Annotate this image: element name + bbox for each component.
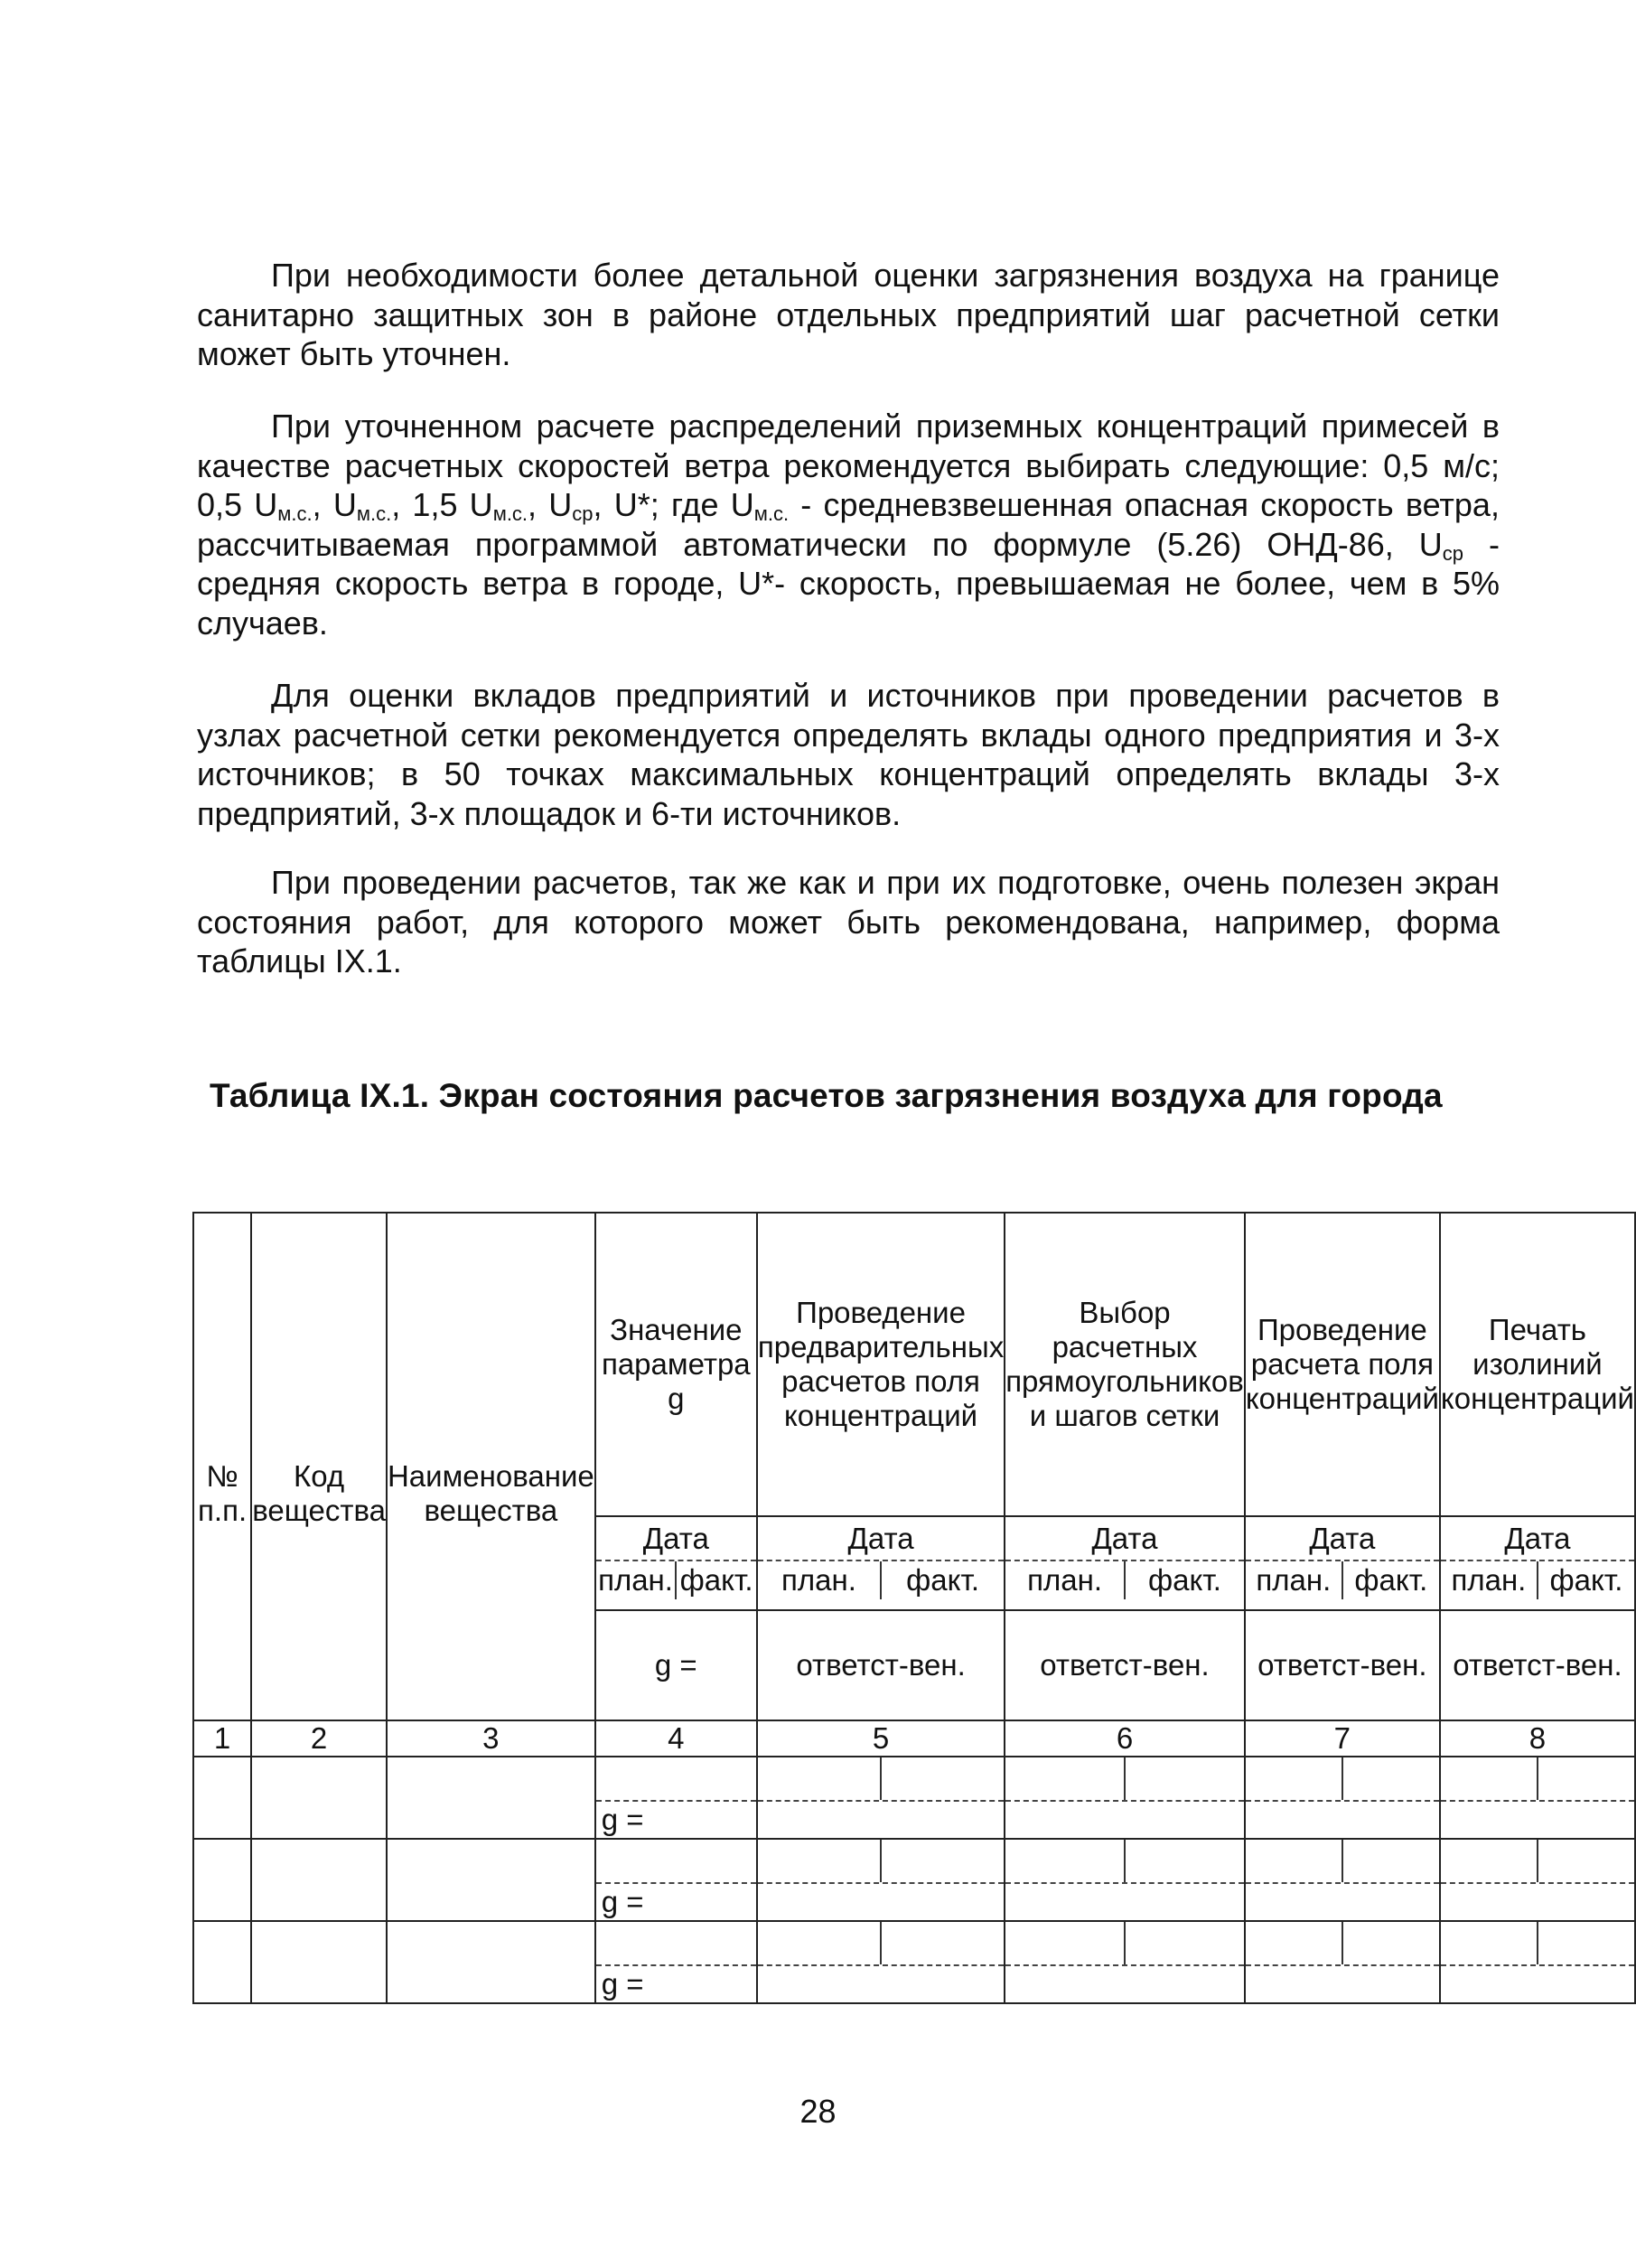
divider [596,1840,756,1884]
p2-sub-4: ср [572,502,594,525]
resp-cell-5: ответст-вен. [757,1610,1005,1720]
plan-fact-cell[interactable] [757,1757,1005,1839]
header-name: Наименование вещества [387,1213,595,1720]
date-label: Дата [1246,1517,1439,1561]
g-label: g = [601,1885,644,1918]
g-label: g = [601,1803,644,1836]
table-row [193,1921,1635,2003]
plan-label: план. [1441,1561,1538,1599]
plan-fact-cell[interactable] [757,1921,1005,2003]
resp-cell-8: ответст-вен. [1440,1610,1635,1720]
plan-fact-cell[interactable] [1245,1921,1440,2003]
plan-fact-split [1441,1840,1634,1884]
g-header-cell: g = [595,1610,757,1720]
date-cell-8 [1440,1516,1635,1609]
plan-fact-cell[interactable] [1005,1921,1245,2003]
header-param: Значение параметра g [595,1213,757,1516]
plan-label: план. [596,1561,678,1599]
g-cell[interactable] [595,1921,757,2003]
paragraph-4: При проведении расчетов, так же как и при их подготовке, очень полезен экран состояния работ, для которого может быть рекомендована, например, форма таблицы IX.1. [197,864,1500,979]
state-table-container [192,1212,1636,2004]
p2-sub-6: ср [1442,541,1464,565]
fact-label: факт. [1549,1563,1623,1598]
cell[interactable] [251,1921,387,2003]
plan-label: план. [758,1561,882,1599]
col-num-6: 6 [1005,1720,1245,1757]
cell[interactable] [193,1921,251,2003]
col-num-2: 2 [251,1720,387,1757]
p2-sub-2: м.с. [356,502,392,525]
paragraph-3: Для оценки вкладов предприятий и источников при проведении расчетов в узлах расчетной сетки рекомендуется определять вклады одного предприятия и 3-х источников; в 50 точках максимальных концентраций определять вклады 3-х предприятий, 3-х площадок и 6-ти источников. [197,677,1500,832]
plan-label: план. [1005,1561,1126,1599]
col-num-4: 4 [595,1720,757,1757]
col-num-1: 1 [193,1720,251,1757]
p2-text-b: , U [312,486,357,523]
p2-text-a: При уточненном расчете распределений приземных концентраций примесей в качестве расчетных скоростей ветра рекомендуется выбирать следующие: 0,5 м/с; 0,5 U [197,408,1500,523]
plan-fact-cell[interactable] [1005,1757,1245,1839]
plan-fact [758,1561,1004,1599]
cell[interactable] [251,1839,387,1921]
state-table [192,1212,1636,2004]
p2-sub-1: м.с. [277,502,313,525]
cell[interactable] [387,1839,595,1921]
col-num-8: 8 [1440,1720,1635,1757]
p2-sub-3: м.с. [492,502,528,525]
plan-fact-split [758,1840,1004,1884]
p2-text-g: - средняя скорость ветра в городе, U*- скорость, превышаемая не более, чем в 5% случаев. [197,525,1500,642]
fact-label: факт. [679,1563,753,1598]
plan-fact-cell[interactable] [1440,1921,1635,2003]
p2-text-c: , 1,5 U [391,486,493,523]
g-cell[interactable] [595,1757,757,1839]
plan-fact-split [1005,1840,1244,1884]
date-cell-4 [595,1516,757,1609]
date-cell-5 [757,1516,1005,1609]
date-cell-6 [1005,1516,1245,1609]
divider [596,1757,756,1802]
plan-fact-split [1246,1757,1439,1802]
plan-fact [1441,1561,1634,1599]
cell[interactable] [193,1757,251,1839]
header-prelim: Проведение предварительных расчетов поля концентраций [757,1213,1005,1516]
plan-fact-cell[interactable] [1245,1839,1440,1921]
table-row [193,1839,1635,1921]
fact-label: факт. [906,1563,980,1598]
plan-fact-split [1441,1922,1634,1966]
plan-fact [1246,1561,1439,1599]
header-print: Печать изолиний концентраций [1440,1213,1635,1516]
g-label: g = [601,1967,644,2001]
date-label: Дата [596,1517,756,1561]
plan-fact-split [1441,1757,1634,1802]
plan-label: план. [1246,1561,1343,1599]
header-code: Код вещества [251,1213,387,1720]
date-cell-7 [1245,1516,1440,1609]
plan-fact [596,1561,756,1599]
plan-fact-split [1005,1922,1244,1966]
plan-fact-cell[interactable] [1440,1757,1635,1839]
cell[interactable] [251,1757,387,1839]
date-label: Дата [758,1517,1004,1561]
p2-text-f: - средневзвешенная опасная скорость ветра, рассчитываемая программой автоматически по формуле (5.26) ОНД-86, U [197,486,1500,563]
cell[interactable] [193,1839,251,1921]
plan-fact-split [1246,1840,1439,1884]
fact-label: факт. [1354,1563,1428,1598]
g-cell[interactable] [595,1839,757,1921]
column-number-row [193,1720,1635,1757]
paragraph-1: При необходимости более детальной оценки загрязнения воздуха на границе санитарно защитных зон в районе отдельных предприятий шаг расчетной сетки может быть уточнен. [197,257,1500,372]
table-row [193,1757,1635,1839]
resp-cell-7: ответст-вен. [1245,1610,1440,1720]
divider [596,1922,756,1966]
p2-text-e: , U*; где U [593,486,754,523]
table-caption: Таблица IX.1. Экран состояния расчетов загрязнения воздуха для города [210,1077,1443,1114]
plan-fact-split [758,1757,1004,1802]
header-num: № п.п. [193,1213,251,1720]
date-label: Дата [1441,1517,1634,1561]
plan-fact-cell[interactable] [1440,1839,1635,1921]
col-num-3: 3 [387,1720,595,1757]
header-row [193,1213,1635,1516]
cell[interactable] [387,1921,595,2003]
cell[interactable] [387,1757,595,1839]
plan-fact-cell[interactable] [1245,1757,1440,1839]
fact-label: факт. [1147,1563,1221,1598]
plan-fact-cell[interactable] [1005,1839,1245,1921]
plan-fact-split [758,1922,1004,1966]
p2-text-d: , U [528,486,573,523]
plan-fact-split [1246,1922,1439,1966]
page-number: 28 [799,2093,837,2130]
paragraph-2 [197,407,1500,642]
plan-fact-split [1005,1757,1244,1802]
header-field: Проведение расчета поля концентраций [1245,1213,1440,1516]
plan-fact-cell[interactable] [757,1839,1005,1921]
col-num-5: 5 [757,1720,1005,1757]
plan-fact [1005,1561,1244,1599]
col-num-7: 7 [1245,1720,1440,1757]
date-label: Дата [1005,1517,1244,1561]
p2-sub-5: м.с. [753,502,790,525]
resp-cell-6: ответст-вен. [1005,1610,1245,1720]
header-choice: Выбор расчетных прямоугольников и шагов сетки [1005,1213,1245,1516]
